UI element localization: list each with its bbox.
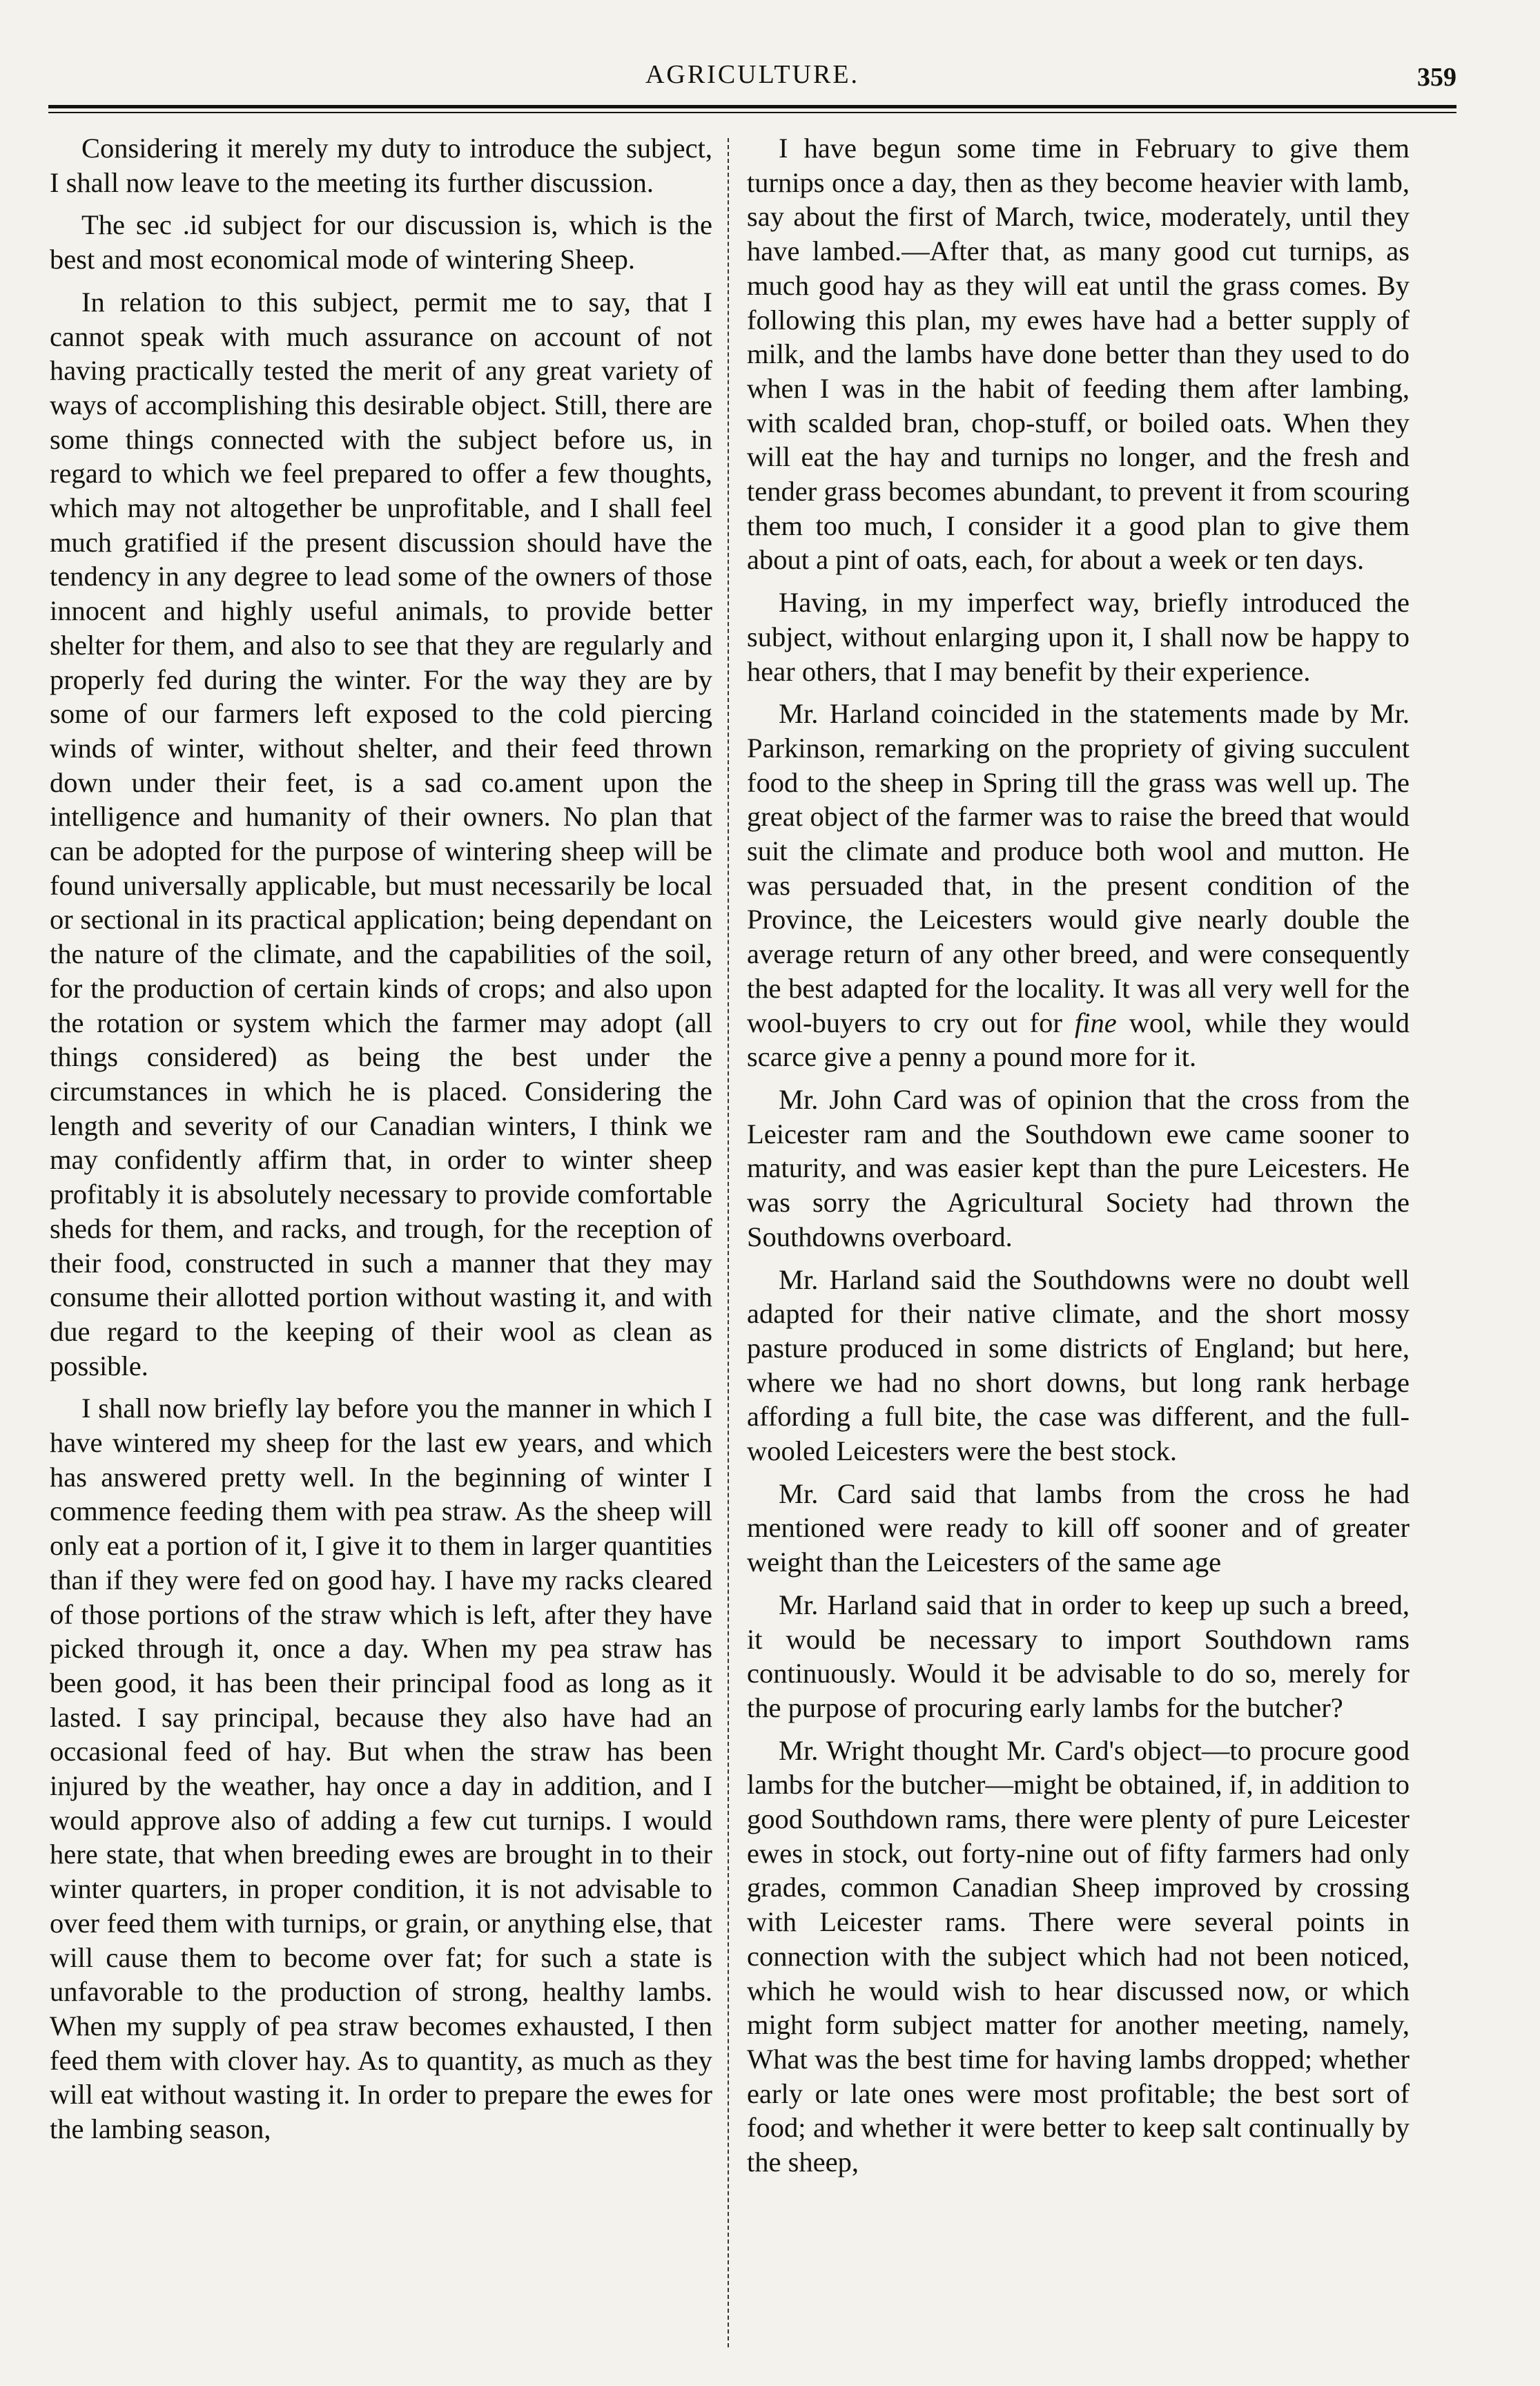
header-rule — [48, 105, 1456, 113]
column-divider — [728, 138, 729, 2347]
running-title: AGRICULTURE. — [645, 60, 860, 89]
left-column — [50, 131, 712, 2361]
paragraph: I shall now briefly lay before you the manner in which I have wintered my sheep for the last ew years, and which has answered pretty well. In the beginning of winter I commence feeding them with pea straw. As the sheep will only eat a portion of it, I give it to them in larger quantities than if they were fed on good hay. I have my racks cleared of those portions of the straw which is left, after they have picked through it, once a day. When my pea straw has been good, it has been their principal food as long as it lasted. I say principal, because they also have had an occasional feed of hay. But when the straw has been injured by the weather, hay once a day in addition, and I would approve also of adding a few cut turnips. I would here state, that when breeding ewes are brought in to their winter quarters, in proper condition, it is not advisable to over feed them with turnips, or grain, or anything else, that will cause them to become over fat; for such a state is unfavorable to the production of strong, healthy lambs. When my supply of pea straw becomes exhausted, I then feed them with clover hay. As to quantity, as much as they will eat without wasting it. In order to prepare the ewes for the lambing season, — [50, 1393, 712, 2145]
paragraph — [747, 697, 1410, 1074]
italic-word: fine — [1074, 1007, 1117, 1038]
paragraph: Mr. Wright thought Mr. Card's object—to procure good lambs for the butcher—might be obtained, if, in addition to good Southdown rams, there were plenty of pure Leicester ewes in stock, out forty-nine out of fifty farmers had only grades, common Canadian Sheep improved by crossing with Leicester rams. There were several points in connection with the subject which had not been noticed, which he would wish to hear discussed now, or which might form subject matter for another meeting, namely, What was the best time for having lambs dropped; whether early or late ones were most profitable; the best sort of food; and whether it were better to keep salt continually by the sheep, — [747, 1734, 1410, 2178]
paragraph-text: wool, while they would scarce give a penny a pound more for it. — [747, 1007, 1410, 1073]
paragraph: Mr. Harland said the Southdowns were no doubt well adapted for their native climate, and the short mossy pasture produced in some districts of England; but here, where we had no short downs, but long rank herbage affording a full bite, the case was different, and the full-wooled Leicesters were the best stock. — [747, 1263, 1410, 1467]
paragraph: Having, in my imperfect way, briefly introduced the subject, without enlarging upon it, I shall now be happy to hear others, that I may benefit by their experience. — [747, 587, 1410, 687]
paragraph: The sec .id subject for our discussion is, which is the best and most economical mode of wintering Sheep. — [50, 209, 712, 275]
paragraph: I have begun some time in February to give them turnips once a day, then as they become heavier with lamb, say about the first of March, twice, moderately, until they have lambed.—After that, as many good cut turnips, as much good hay as they will eat until the grass comes. By following this plan, my ewes have had a better supply of milk, and the lambs have done better than they used to do when I was in the habit of feeding them after lambing, with scalded bran, chop-stuff, or boiled oats. When they will eat the hay and turnips no longer, and the fresh and tender grass becomes abundant, to prevent it from scouring them too much, I consider it a good plan to give them about a pint of oats, each, for about a week or ten days. — [747, 133, 1410, 576]
paragraph: In relation to this subject, permit me to say, that I cannot speak with much assurance on account of not having practically tested the merit of any great variety of ways of accomplishing this desirable object. Still, there are some things connected with the subject before us, in regard to which we feel prepared to offer a few thoughts, which may not altogether be unprofitable, and I shall feel much gratified if the present discussion should have the tendency in any degree to lead some of the owners of those innocent and highly useful animals, to provide better shelter for them, and also to see that they are regularly and properly fed during the winter. For the way they are by some of our farmers left exposed to the cold piercing winds of winter, without shelter, and their feed thrown down under their feet, is a sad co.ament upon the intelligence and humanity of their owners. No plan that can be adopted for the purpose of wintering sheep will be found universally applicable, but must necessarily be local or sectional in its practical application; being dependant on the nature of the climate, and the capabilities of the soil, for the production of certain kinds of crops; and also upon the rotation or system which the farmer may adopt (all things considered) as being the best under the circumstances in which he is placed. Considering the length and severity of our Canadian winters, I think we may confidently affirm that, in order to winter sheep profitably it is absolutely necessary to provide comfortable sheds for them, and racks, and trough, for the reception of their food, constructed in such a manner that they may consume their allotted portion without wasting it, and with due regard to the keeping of their wool as clean as possible. — [50, 286, 712, 1381]
page-header — [48, 58, 1456, 99]
paragraph: Mr. Harland said that in order to keep up such a breed, it would be necessary to import Southdown rams continuously. Would it be advisable to do so, merely for the purpose of procuring early lambs for the butcher? — [747, 1589, 1410, 1723]
paragraph-text: Mr. Harland coincided in the statements made by Mr. Parkinson, remarking on the propriety of giving succulent food to the sheep in Spring till the grass was well up. The great object of the farmer was to raise the breed that would suit the climate and produce both wool and mutton. He was persuaded that, in the present condition of the Province, the Leicesters would give nearly double the average return of any other breed, and were consequently the best adapted for the locality. It was all very well for the wool-buyers to cry out for — [747, 698, 1410, 1038]
paragraph: Mr. John Card was of opinion that the cross from the Leicester ram and the Southdown ewe came sooner to maturity, and was easier kept than the pure Leicesters. He was sorry the Agricultural Society had thrown the Southdowns overboard. — [747, 1083, 1410, 1252]
right-column — [747, 131, 1410, 2361]
paragraph: Mr. Card said that lambs from the cross he had mentioned were ready to kill off sooner and of greater weight than the Leicesters of the same age — [747, 1477, 1410, 1578]
page-number: 359 — [1417, 63, 1456, 92]
paragraph: Considering it merely my duty to introduce the subject, I shall now leave to the meeting its further discussion. — [50, 133, 712, 198]
